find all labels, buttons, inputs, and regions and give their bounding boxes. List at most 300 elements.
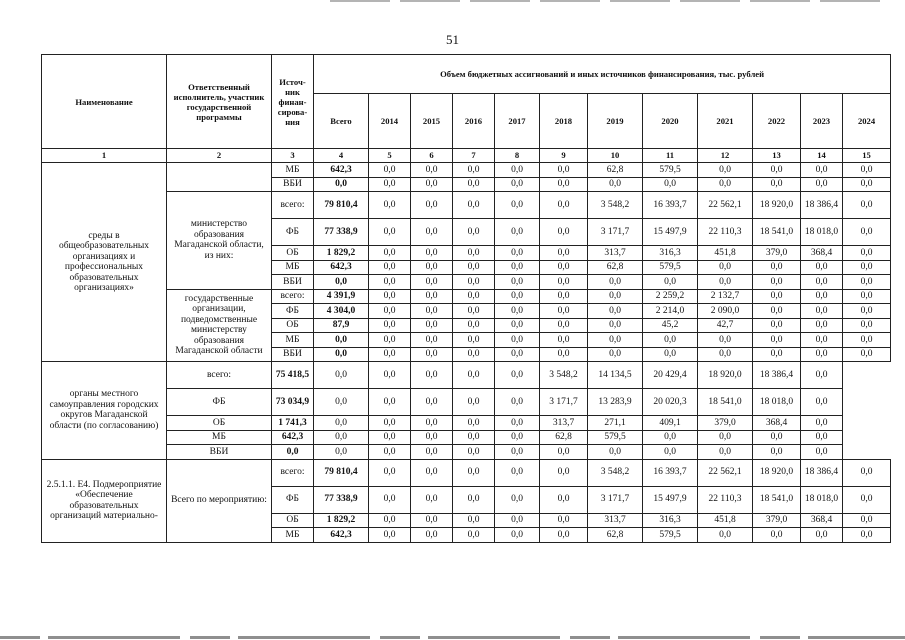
header-year: 2019 (588, 94, 643, 149)
value-cell: 0,0 (411, 246, 453, 261)
value-cell: 0,0 (643, 430, 698, 445)
value-cell: 0,0 (843, 333, 891, 348)
value-cell: 0,0 (540, 528, 588, 543)
value-cell: 62,8 (588, 260, 643, 275)
value-cell: 0,0 (540, 246, 588, 261)
value-cell: 579,5 (643, 163, 698, 178)
value-cell: 0,0 (411, 459, 453, 486)
value-cell: 0,0 (540, 445, 588, 460)
value-cell: 0,0 (753, 347, 801, 362)
value-cell: 0,0 (411, 528, 453, 543)
value-cell: 0,0 (411, 304, 453, 319)
value-cell: 0,0 (453, 304, 495, 319)
budget-table (41, 54, 891, 543)
value-cell: 15 497,9 (643, 219, 698, 246)
value-cell: 0,0 (369, 219, 411, 246)
value-cell: 2 090,0 (698, 304, 753, 319)
value-cell: 0,0 (753, 275, 801, 290)
value-cell: 0,0 (753, 445, 801, 460)
value-cell: 0,0 (495, 275, 540, 290)
source-cell: МБ (272, 260, 314, 275)
value-cell: 0,0 (698, 528, 753, 543)
value-cell: 313,7 (588, 513, 643, 528)
value-cell: 0,0 (588, 177, 643, 192)
value-cell: 0,0 (540, 192, 588, 219)
value-cell: 0,0 (495, 219, 540, 246)
value-cell: 0,0 (540, 177, 588, 192)
value-cell: 579,5 (643, 260, 698, 275)
value-cell: 0,0 (411, 486, 453, 513)
value-cell: 0,0 (698, 275, 753, 290)
value-cell: 3 548,2 (540, 362, 588, 389)
value-cell: 0,0 (453, 275, 495, 290)
value-cell: 0,0 (801, 177, 843, 192)
value-cell: 0,0 (588, 304, 643, 319)
value-cell: 3 171,7 (588, 219, 643, 246)
value-cell: 0,0 (369, 362, 411, 389)
responsible-cell (167, 163, 272, 192)
value-cell: 0,0 (411, 513, 453, 528)
value-cell: 0,0 (540, 219, 588, 246)
header-year: 2018 (540, 94, 588, 149)
value-cell: 0,0 (540, 486, 588, 513)
source-cell: ОБ (272, 246, 314, 261)
value-cell: 0,0 (314, 389, 369, 416)
value-cell: 3 171,7 (540, 389, 588, 416)
value-cell: 0,0 (698, 333, 753, 348)
value-cell: 0,0 (753, 260, 801, 275)
value-cell: 0,0 (753, 528, 801, 543)
value-cell: 0,0 (753, 304, 801, 319)
source-cell: МБ (272, 333, 314, 348)
value-cell: 0,0 (453, 246, 495, 261)
value-cell: 0,0 (540, 289, 588, 304)
value-cell: 62,8 (540, 430, 588, 445)
value-cell: 0,0 (698, 163, 753, 178)
table-row (42, 389, 891, 416)
value-cell: 0,0 (843, 260, 891, 275)
value-cell: 0,0 (495, 416, 540, 431)
total-cell: 0,0 (272, 445, 314, 460)
value-cell: 0,0 (411, 289, 453, 304)
value-cell: 368,4 (801, 246, 843, 261)
header-year: 2021 (698, 94, 753, 149)
value-cell: 0,0 (453, 163, 495, 178)
value-cell: 14 134,5 (588, 362, 643, 389)
value-cell: 0,0 (453, 289, 495, 304)
header-source: Источ-ник финан-сирова-ния (272, 55, 314, 149)
value-cell: 0,0 (453, 416, 495, 431)
table-row (42, 459, 891, 486)
source-cell: ОБ (272, 318, 314, 333)
source-cell: ОБ (272, 513, 314, 528)
value-cell: 0,0 (453, 362, 495, 389)
value-cell: 0,0 (453, 333, 495, 348)
value-cell: 0,0 (495, 260, 540, 275)
value-cell: 0,0 (411, 430, 453, 445)
value-cell: 0,0 (453, 513, 495, 528)
value-cell: 0,0 (495, 528, 540, 543)
value-cell: 16 393,7 (643, 459, 698, 486)
value-cell: 313,7 (588, 246, 643, 261)
header-year: 2016 (453, 94, 495, 149)
value-cell: 0,0 (843, 304, 891, 319)
value-cell: 0,0 (495, 304, 540, 319)
source-cell: ВБИ (167, 445, 272, 460)
value-cell: 0,0 (843, 318, 891, 333)
value-cell: 0,0 (369, 192, 411, 219)
value-cell: 0,0 (495, 459, 540, 486)
value-cell: 0,0 (843, 163, 891, 178)
total-cell: 0,0 (314, 347, 369, 362)
column-number: 8 (495, 149, 540, 163)
value-cell: 379,0 (753, 246, 801, 261)
value-cell: 0,0 (411, 177, 453, 192)
total-cell: 79 810,4 (314, 192, 369, 219)
value-cell: 0,0 (588, 333, 643, 348)
column-number: 3 (272, 149, 314, 163)
source-cell: ФБ (272, 219, 314, 246)
value-cell: 0,0 (753, 333, 801, 348)
header-name: Наименование (42, 55, 167, 149)
value-cell: 0,0 (495, 192, 540, 219)
value-cell: 18 541,0 (753, 219, 801, 246)
responsible-cell: органы местного самоуправления городских округов Магаданской области (по согласованию) (42, 362, 167, 460)
total-cell: 0,0 (314, 333, 369, 348)
responsible-cell: министерство образования Магаданской области, из них: (167, 192, 272, 290)
value-cell: 0,0 (753, 430, 801, 445)
value-cell: 2 132,7 (698, 289, 753, 304)
value-cell: 0,0 (369, 513, 411, 528)
value-cell: 0,0 (540, 347, 588, 362)
value-cell: 0,0 (495, 389, 540, 416)
value-cell: 0,0 (495, 289, 540, 304)
value-cell: 0,0 (643, 275, 698, 290)
value-cell: 0,0 (801, 289, 843, 304)
header-year: 2017 (495, 94, 540, 149)
column-number: 5 (369, 149, 411, 163)
total-cell: 642,3 (314, 528, 369, 543)
value-cell: 0,0 (369, 416, 411, 431)
value-cell: 0,0 (495, 177, 540, 192)
source-cell: ОБ (167, 416, 272, 431)
column-number: 4 (314, 149, 369, 163)
value-cell: 0,0 (369, 177, 411, 192)
value-cell: 0,0 (411, 347, 453, 362)
value-cell: 0,0 (369, 459, 411, 486)
value-cell: 42,7 (698, 318, 753, 333)
value-cell: 0,0 (453, 260, 495, 275)
scan-edge-top (330, 0, 890, 2)
value-cell: 0,0 (495, 333, 540, 348)
value-cell: 0,0 (369, 445, 411, 460)
value-cell: 0,0 (643, 445, 698, 460)
value-cell: 18 018,0 (753, 389, 801, 416)
value-cell: 0,0 (411, 333, 453, 348)
total-cell: 73 034,9 (272, 389, 314, 416)
value-cell: 0,0 (411, 416, 453, 431)
value-cell: 0,0 (369, 333, 411, 348)
value-cell: 0,0 (643, 347, 698, 362)
source-cell: всего: (272, 192, 314, 219)
value-cell: 0,0 (753, 318, 801, 333)
value-cell: 451,8 (698, 246, 753, 261)
value-cell: 0,0 (643, 333, 698, 348)
value-cell: 0,0 (540, 304, 588, 319)
value-cell: 0,0 (369, 528, 411, 543)
total-cell: 642,3 (272, 430, 314, 445)
value-cell: 0,0 (495, 486, 540, 513)
value-cell: 3 171,7 (588, 486, 643, 513)
source-cell: МБ (272, 163, 314, 178)
value-cell: 0,0 (843, 289, 891, 304)
value-cell: 0,0 (411, 260, 453, 275)
value-cell: 20 429,4 (643, 362, 698, 389)
value-cell: 0,0 (411, 219, 453, 246)
source-cell: ФБ (167, 389, 272, 416)
value-cell: 0,0 (453, 486, 495, 513)
value-cell: 313,7 (540, 416, 588, 431)
value-cell: 0,0 (369, 430, 411, 445)
table-row (42, 289, 891, 304)
value-cell: 0,0 (801, 275, 843, 290)
value-cell: 0,0 (369, 347, 411, 362)
total-cell: 87,9 (314, 318, 369, 333)
value-cell: 0,0 (453, 318, 495, 333)
value-cell: 22 110,3 (698, 486, 753, 513)
source-cell: всего: (272, 459, 314, 486)
value-cell: 0,0 (411, 275, 453, 290)
value-cell: 0,0 (495, 445, 540, 460)
total-cell: 77 338,9 (314, 219, 369, 246)
header-responsible: Ответственный исполнитель, участник государственной программы (167, 55, 272, 149)
total-cell: 642,3 (314, 163, 369, 178)
responsible-cell: Всего по мероприятию: (167, 459, 272, 542)
value-cell: 0,0 (369, 246, 411, 261)
value-cell: 0,0 (540, 318, 588, 333)
value-cell: 0,0 (801, 389, 843, 416)
value-cell: 0,0 (843, 275, 891, 290)
header-year: 2022 (753, 94, 801, 149)
source-cell: всего: (272, 289, 314, 304)
responsible-cell: государственные организации, подведомственные министерству образования Магаданской области (167, 289, 272, 362)
value-cell: 3 548,2 (588, 459, 643, 486)
column-number: 7 (453, 149, 495, 163)
total-cell: 79 810,4 (314, 459, 369, 486)
column-number: 10 (588, 149, 643, 163)
value-cell: 0,0 (801, 333, 843, 348)
value-cell: 0,0 (411, 192, 453, 219)
value-cell: 18 920,0 (753, 459, 801, 486)
value-cell: 0,0 (843, 177, 891, 192)
value-cell: 16 393,7 (643, 192, 698, 219)
value-cell: 0,0 (843, 219, 891, 246)
value-cell: 0,0 (453, 459, 495, 486)
value-cell: 368,4 (801, 513, 843, 528)
scan-edge-bottom (0, 636, 905, 639)
total-cell: 1 829,2 (314, 246, 369, 261)
value-cell: 22 562,1 (698, 459, 753, 486)
total-cell: 1 829,2 (314, 513, 369, 528)
value-cell: 0,0 (801, 528, 843, 543)
value-cell: 0,0 (411, 362, 453, 389)
value-cell: 0,0 (411, 389, 453, 416)
source-cell: МБ (272, 528, 314, 543)
total-cell: 77 338,9 (314, 486, 369, 513)
value-cell: 271,1 (588, 416, 643, 431)
value-cell: 22 562,1 (698, 192, 753, 219)
value-cell: 18 018,0 (801, 486, 843, 513)
value-cell: 18 386,4 (753, 362, 801, 389)
value-cell: 409,1 (643, 416, 698, 431)
value-cell: 0,0 (801, 430, 843, 445)
value-cell: 0,0 (314, 362, 369, 389)
value-cell: 0,0 (540, 459, 588, 486)
value-cell: 0,0 (843, 513, 891, 528)
value-cell: 0,0 (369, 163, 411, 178)
value-cell: 0,0 (843, 528, 891, 543)
value-cell: 0,0 (369, 289, 411, 304)
value-cell: 0,0 (453, 528, 495, 543)
value-cell: 0,0 (588, 289, 643, 304)
source-cell: всего: (167, 362, 272, 389)
value-cell: 579,5 (643, 528, 698, 543)
column-number: 12 (698, 149, 753, 163)
value-cell: 0,0 (843, 192, 891, 219)
source-cell: ВБИ (272, 347, 314, 362)
value-cell: 0,0 (540, 513, 588, 528)
value-cell: 316,3 (643, 246, 698, 261)
value-cell: 62,8 (588, 163, 643, 178)
value-cell: 0,0 (540, 333, 588, 348)
page-number: 51 (446, 32, 459, 47)
value-cell: 18 541,0 (698, 389, 753, 416)
table-row (42, 416, 891, 431)
value-cell: 18 920,0 (753, 192, 801, 219)
value-cell: 0,0 (453, 347, 495, 362)
value-cell: 0,0 (801, 362, 843, 389)
table-row (42, 362, 891, 389)
value-cell: 15 497,9 (643, 486, 698, 513)
column-number: 1 (42, 149, 167, 163)
value-cell: 0,0 (753, 177, 801, 192)
value-cell: 0,0 (369, 260, 411, 275)
header-year: 2023 (801, 94, 843, 149)
value-cell: 0,0 (369, 275, 411, 290)
column-number: 9 (540, 149, 588, 163)
value-cell: 2 259,2 (643, 289, 698, 304)
value-cell: 0,0 (843, 347, 891, 362)
value-cell: 0,0 (314, 430, 369, 445)
row-name-cell: 2.5.1.1. Е4. Подмероприятие «Обеспечение образовательных организаций материально- (42, 459, 167, 542)
value-cell: 0,0 (453, 389, 495, 416)
value-cell: 0,0 (369, 389, 411, 416)
value-cell: 0,0 (495, 347, 540, 362)
value-cell: 0,0 (369, 318, 411, 333)
header-year: 2024 (843, 94, 891, 149)
value-cell: 368,4 (753, 416, 801, 431)
value-cell: 0,0 (453, 177, 495, 192)
value-cell: 0,0 (495, 246, 540, 261)
value-cell: 45,2 (643, 318, 698, 333)
value-cell: 18 018,0 (801, 219, 843, 246)
value-cell: 0,0 (411, 318, 453, 333)
value-cell: 0,0 (801, 260, 843, 275)
table-row (42, 163, 891, 178)
header-year: 2015 (411, 94, 453, 149)
column-number: 15 (843, 149, 891, 163)
header-year: 2014 (369, 94, 411, 149)
value-cell: 0,0 (453, 430, 495, 445)
header-year: 2020 (643, 94, 698, 149)
column-number: 2 (167, 149, 272, 163)
table-row (42, 430, 891, 445)
value-cell: 0,0 (801, 416, 843, 431)
value-cell: 0,0 (753, 289, 801, 304)
total-cell: 0,0 (314, 275, 369, 290)
value-cell: 0,0 (540, 275, 588, 290)
value-cell: 18 386,4 (801, 192, 843, 219)
total-cell: 642,3 (314, 260, 369, 275)
column-number: 6 (411, 149, 453, 163)
value-cell: 0,0 (801, 445, 843, 460)
value-cell: 379,0 (698, 416, 753, 431)
source-cell: ФБ (272, 304, 314, 319)
value-cell: 0,0 (698, 347, 753, 362)
value-cell: 0,0 (369, 304, 411, 319)
value-cell: 0,0 (411, 445, 453, 460)
value-cell: 22 110,3 (698, 219, 753, 246)
value-cell: 379,0 (753, 513, 801, 528)
row-name-cell: среды в общеобразовательных организациях и профессиональных образовательных организациях» (42, 163, 167, 362)
value-cell: 0,0 (495, 318, 540, 333)
value-cell: 0,0 (369, 486, 411, 513)
total-cell: 0,0 (314, 177, 369, 192)
table-row (42, 445, 891, 460)
value-cell: 0,0 (495, 163, 540, 178)
value-cell: 0,0 (495, 362, 540, 389)
value-cell: 0,0 (411, 163, 453, 178)
value-cell: 451,8 (698, 513, 753, 528)
value-cell: 579,5 (588, 430, 643, 445)
total-cell: 75 418,5 (272, 362, 314, 389)
value-cell: 0,0 (588, 347, 643, 362)
value-cell: 0,0 (698, 430, 753, 445)
value-cell: 3 548,2 (588, 192, 643, 219)
value-cell: 18 920,0 (698, 362, 753, 389)
value-cell: 0,0 (801, 318, 843, 333)
value-cell: 0,0 (588, 318, 643, 333)
value-cell: 0,0 (801, 163, 843, 178)
value-cell: 0,0 (540, 163, 588, 178)
value-cell: 0,0 (495, 513, 540, 528)
column-number: 13 (753, 149, 801, 163)
value-cell: 0,0 (698, 177, 753, 192)
value-cell: 13 283,9 (588, 389, 643, 416)
value-cell: 20 020,3 (643, 389, 698, 416)
value-cell: 0,0 (540, 260, 588, 275)
table-row (42, 192, 891, 219)
value-cell: 0,0 (843, 486, 891, 513)
column-number: 11 (643, 149, 698, 163)
value-cell: 0,0 (698, 445, 753, 460)
source-cell: ФБ (272, 486, 314, 513)
source-cell: ВБИ (272, 275, 314, 290)
value-cell: 0,0 (753, 163, 801, 178)
value-cell: 0,0 (698, 260, 753, 275)
value-cell: 0,0 (588, 445, 643, 460)
total-cell: 4 391,9 (314, 289, 369, 304)
